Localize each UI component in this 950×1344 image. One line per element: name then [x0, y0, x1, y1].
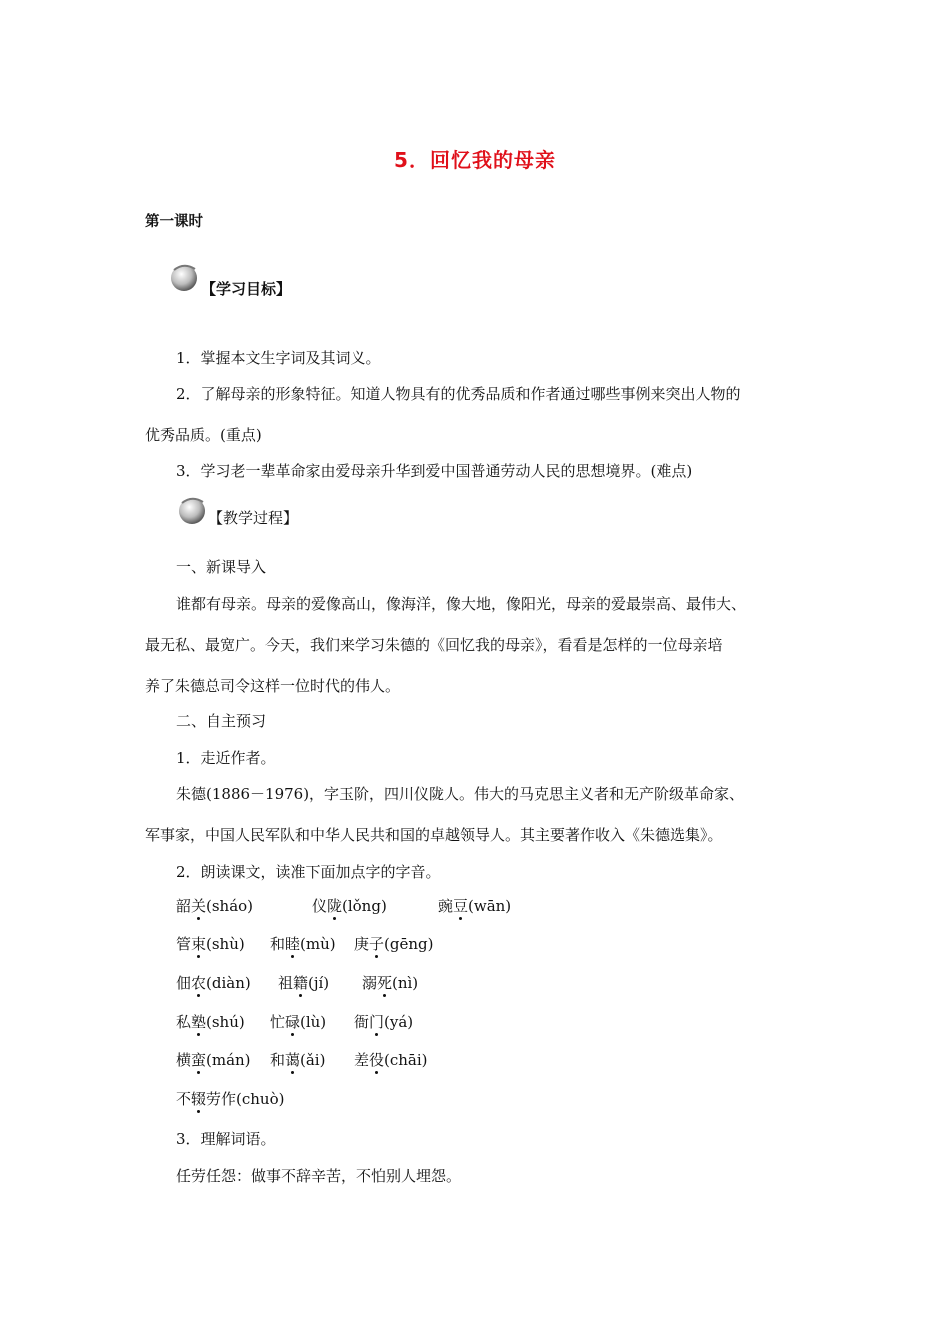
step-reading: 2．朗读课文，读准下面加点字的字音。 — [176, 863, 441, 881]
emphasis-dot — [291, 1071, 294, 1074]
pinyin-item: 和睦(mù) — [270, 935, 336, 953]
emphasis-dot — [375, 1071, 378, 1074]
pinyin-item: 私塾(shú) — [176, 1013, 245, 1031]
pinyin-row — [176, 1012, 413, 1032]
pinyin-item: 忙碌(lù) — [270, 1013, 327, 1031]
emphasis-dot — [299, 994, 302, 997]
part1-line: 养了朱德总司令这样一位时代的伟人。 — [145, 677, 401, 695]
emphasis-dot — [375, 955, 378, 958]
pinyin-item: 横蛮(mán) — [176, 1051, 251, 1069]
pinyin-item: 仪陇(lǒng) — [312, 897, 387, 915]
author-line: 军事家，中国人民军队和中华人民共和国的卓越领导人。其主要著作收入《朱德选集》。 — [145, 826, 723, 844]
emphasis-dot — [197, 1110, 200, 1113]
section-bullet-icon — [176, 494, 208, 526]
emphasis-dot — [291, 955, 294, 958]
objective-item: 2．了解母亲的形象特征。知道人物具有的优秀品质和作者通过哪些事例来突出人物的 — [176, 385, 741, 403]
objective-item: 1．掌握本文生字词及其词义。 — [176, 349, 381, 367]
emphasis-dot — [383, 994, 386, 997]
part1-title: 一、新课导入 — [176, 558, 267, 576]
objective-item: 优秀品质。(重点) — [145, 426, 262, 444]
section-bullet-icon — [168, 261, 200, 293]
pinyin-item: 祖籍(jí) — [278, 974, 330, 992]
emphasis-dot — [197, 994, 200, 997]
pinyin-item: 庚子(gēng) — [354, 935, 434, 953]
pinyin-item: 管束(shù) — [176, 935, 245, 953]
part1-line: 最无私、最宽广。今天，我们来学习朱德的《回忆我的母亲》，看看是怎样的一位母亲培 — [145, 636, 723, 654]
pinyin-item: 韶关(sháo) — [176, 897, 254, 915]
objectives-heading: 【学习目标】 — [201, 280, 292, 298]
emphasis-dot — [197, 1071, 200, 1074]
pinyin-row — [176, 896, 511, 916]
pinyin-item: 佃农(diàn) — [176, 974, 251, 992]
part1-line: 谁都有母亲。母亲的爱像高山，像海洋，像大地，像阳光，母亲的爱最崇高、最伟大、 — [176, 595, 747, 613]
emphasis-dot — [333, 917, 336, 920]
page-title: 5．回忆我的母亲 — [394, 148, 556, 172]
process-heading: 【教学过程】 — [208, 509, 299, 527]
pinyin-item: 和蔼(ǎi) — [270, 1051, 326, 1069]
emphasis-dot — [197, 917, 200, 920]
pinyin-row — [176, 1089, 284, 1109]
pinyin-item: 不辍劳作(chuò) — [176, 1090, 285, 1108]
emphasis-dot — [197, 955, 200, 958]
pinyin-row — [176, 973, 418, 993]
pinyin-item: 差役(chāi) — [354, 1051, 428, 1069]
lesson-label: 第一课时 — [145, 214, 203, 230]
pinyin-item: 溺死(nì) — [362, 974, 419, 992]
pinyin-item: 豌豆(wān) — [438, 897, 512, 915]
emphasis-dot — [375, 1033, 378, 1036]
pinyin-row — [176, 1050, 428, 1070]
author-line: 朱德(1886－1976)，字玉阶，四川仪陇人。伟大的马克思主义者和无产阶级革命家、 — [176, 785, 745, 803]
pinyin-row — [176, 934, 433, 954]
pinyin-item: 衙门(yá) — [354, 1013, 414, 1031]
emphasis-dot — [197, 1033, 200, 1036]
emphasis-dot — [459, 917, 462, 920]
objective-item: 3．学习老一辈革命家由爱母亲升华到爱中国普通劳动人民的思想境界。(难点) — [176, 462, 693, 480]
step-vocab: 3．理解词语。 — [176, 1130, 276, 1148]
vocab-item: 任劳任怨：做事不辞辛苦，不怕别人埋怨。 — [176, 1167, 462, 1185]
step-author: 1．走近作者。 — [176, 749, 276, 767]
emphasis-dot — [291, 1033, 294, 1036]
part2-title: 二、自主预习 — [176, 712, 267, 730]
